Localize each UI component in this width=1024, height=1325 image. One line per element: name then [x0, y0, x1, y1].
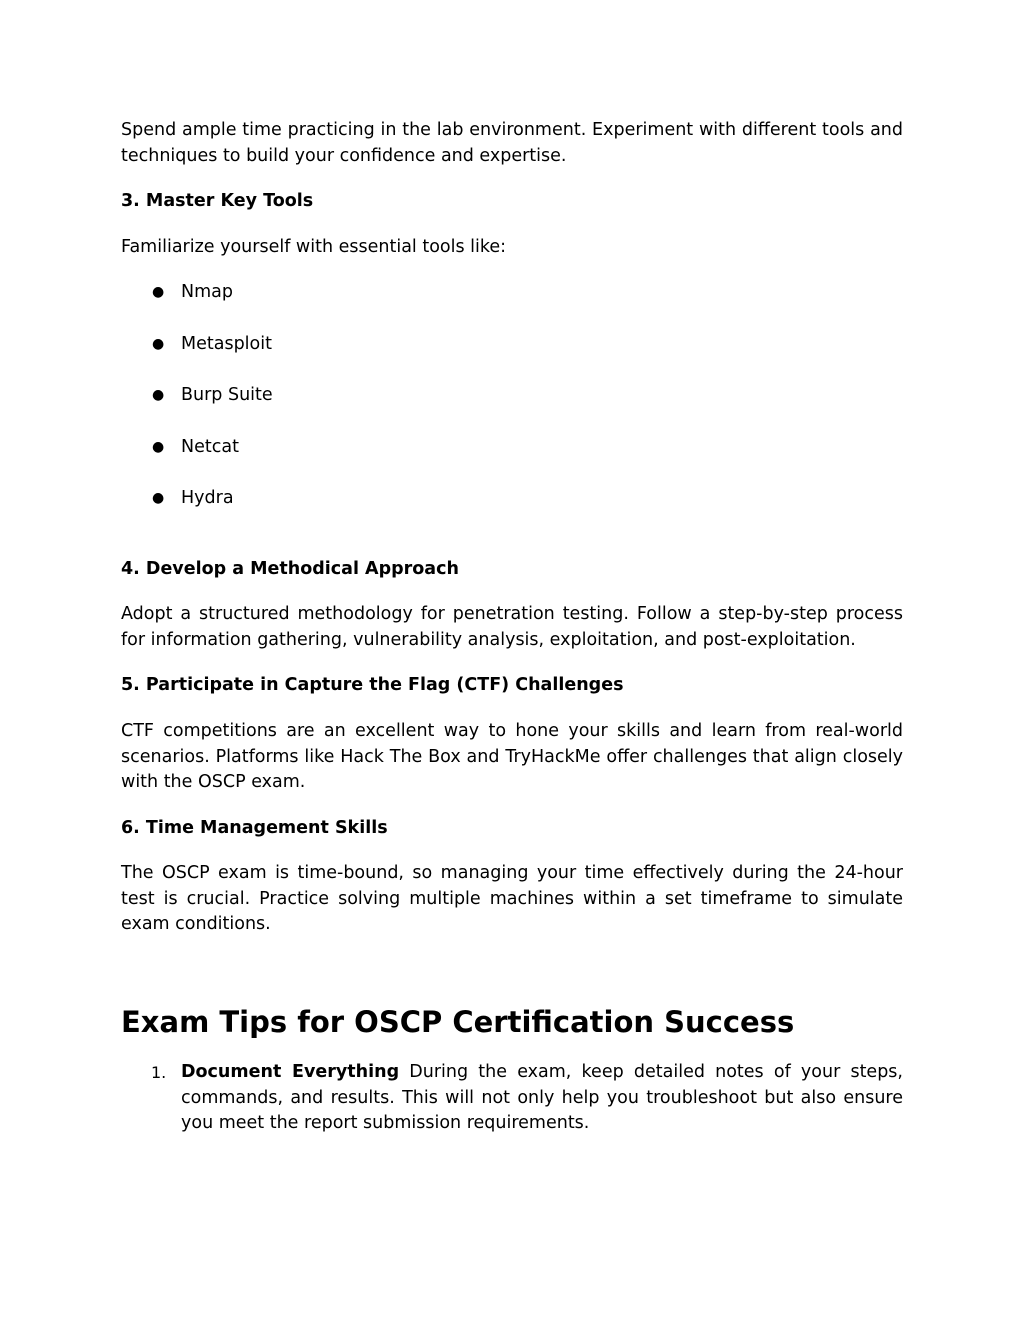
exam-tips-list	[121, 1060, 903, 1137]
list-item	[121, 435, 903, 461]
list-number: 1.	[151, 1063, 167, 1083]
section-3-heading: 3. Master Key Tools	[121, 191, 314, 212]
document-page	[121, 118, 903, 1137]
section-3-intro: Familiarize yourself with essential tools like:	[121, 236, 507, 257]
intro-paragraph: Spend ample time practicing in the lab environment. Experiment with different tools and techniques to build your confidence and expertise.	[121, 120, 903, 166]
tool-name: Nmap	[181, 282, 233, 303]
tools-list	[121, 280, 903, 511]
list-item	[121, 383, 903, 409]
tool-name: Hydra	[181, 487, 234, 508]
exam-tips-heading: Exam Tips for OSCP Certification Success	[121, 1005, 795, 1040]
bullet-icon: ●	[152, 284, 165, 301]
tool-name: Burp Suite	[181, 385, 273, 406]
tip-title: Document Everything	[181, 1062, 400, 1083]
section-4-heading: 4. Develop a Methodical Approach	[121, 558, 459, 579]
list-item	[121, 486, 903, 512]
tool-name: Netcat	[181, 436, 239, 457]
tool-name: Metasploit	[181, 333, 272, 354]
list-item	[121, 280, 903, 306]
list-item	[121, 332, 903, 358]
bullet-icon: ●	[152, 335, 165, 352]
tip-text: During the exam, keep detailed notes of your steps, commands, and results. This will not only help you troubleshoot but also ensure you meet the report submission requirements.	[181, 1062, 903, 1134]
bullet-icon: ●	[152, 438, 165, 455]
section-5-heading: 5. Participate in Capture the Flag (CTF) Challenges	[121, 675, 624, 696]
section-6-body: The OSCP exam is time-bound, so managing your time effectively during the 24-hour test is crucial. Practice solving multiple machines within a set timeframe to simulate exam conditions.	[121, 863, 903, 935]
section-4-body: Adopt a structured methodology for penetration testing. Follow a step-by-step process for information gathering, vulnerability analysis, exploitation, and post-exploitation.	[121, 604, 903, 650]
section-5-body: CTF competitions are an excellent way to hone your skills and learn from real-world scenarios. Platforms like Hack The Box and TryHackMe offer challenges that align closely with the OSCP exam.	[121, 720, 903, 793]
bullet-icon: ●	[152, 489, 165, 506]
section-6-heading: 6. Time Management Skills	[121, 817, 388, 838]
list-item	[121, 1060, 903, 1137]
bullet-icon: ●	[152, 387, 165, 404]
